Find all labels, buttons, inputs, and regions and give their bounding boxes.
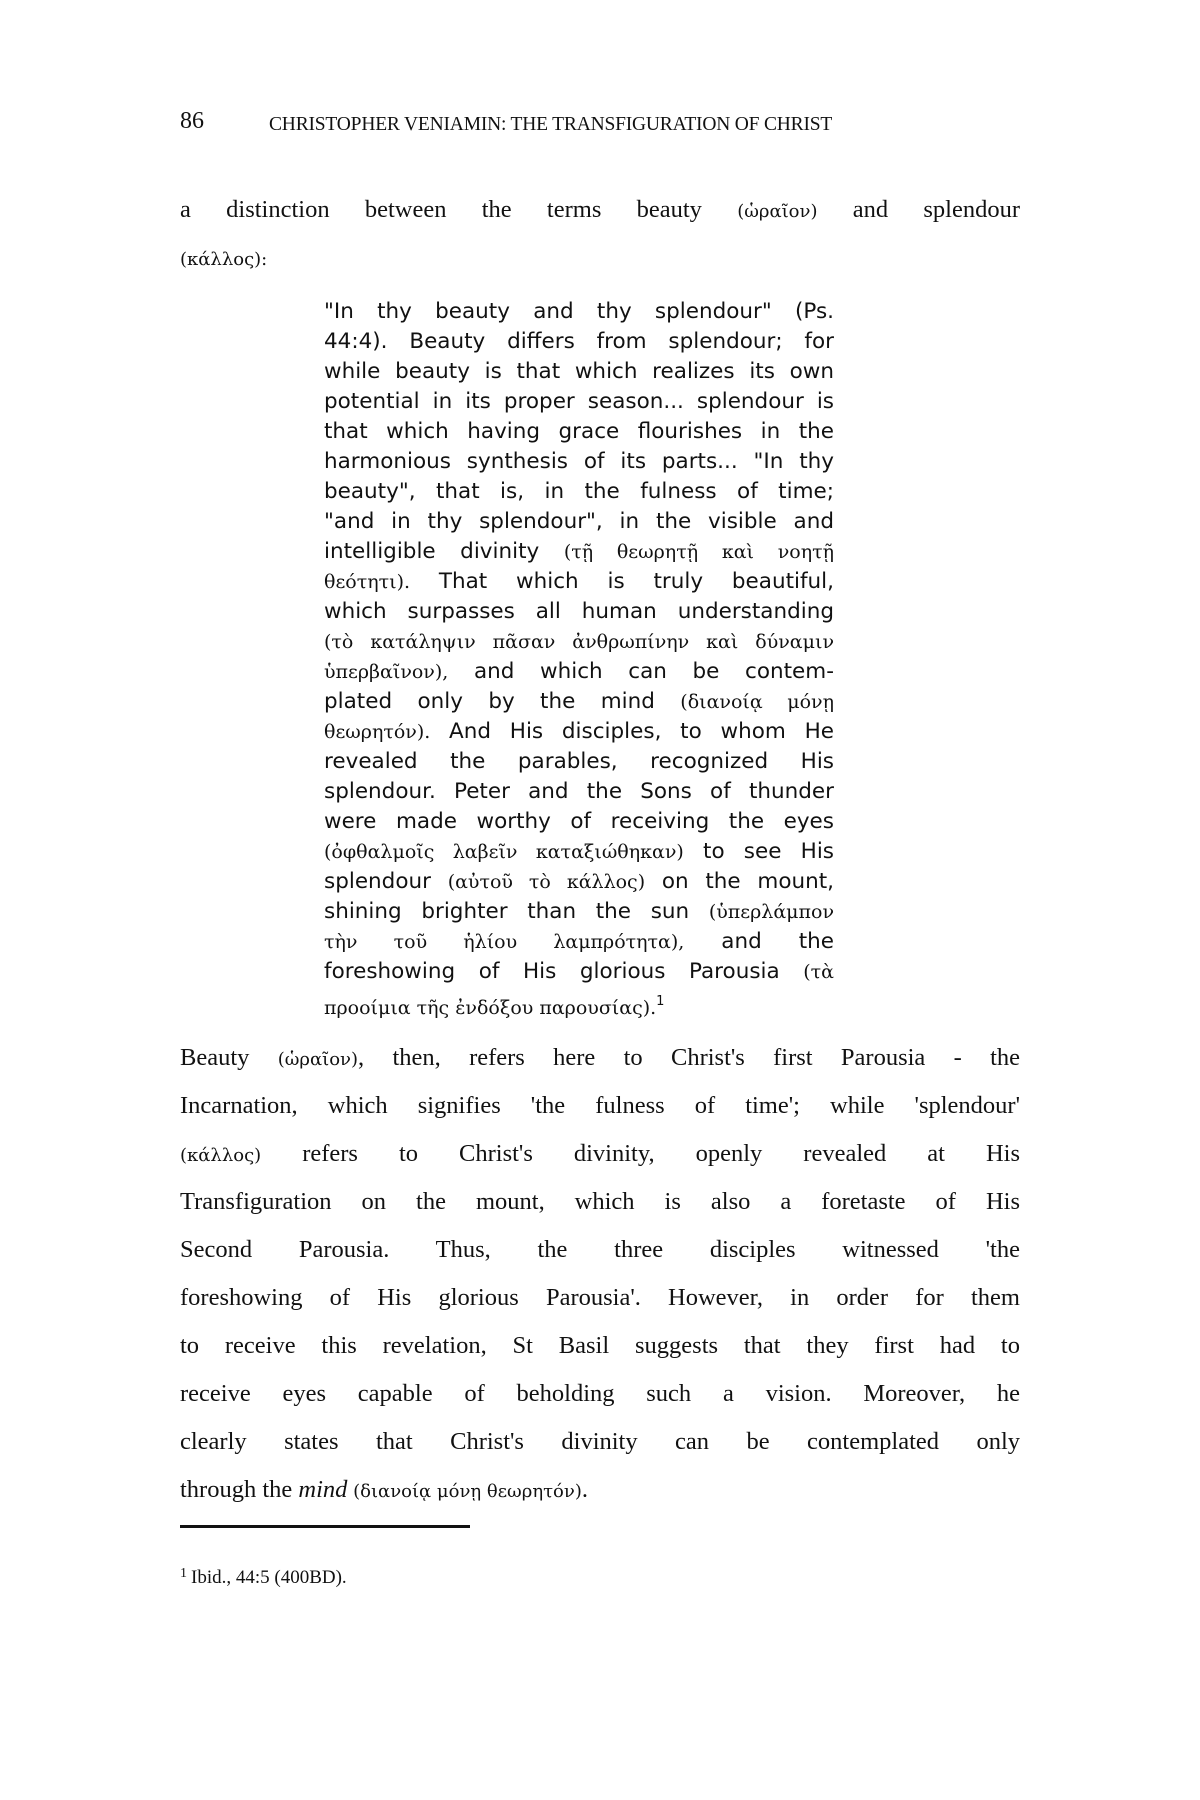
text-run: And His disciples, to whom He bbox=[430, 719, 834, 744]
text-line bbox=[324, 477, 834, 507]
text-line bbox=[324, 507, 834, 537]
text-line bbox=[180, 234, 1020, 282]
emphasis: mind bbox=[298, 1476, 348, 1503]
text-run: clearly states that Christ's divinity can be contemplated only bbox=[180, 1428, 1020, 1455]
text-line bbox=[180, 186, 1020, 234]
text-line bbox=[180, 1130, 1020, 1178]
text-run: plated only by the mind bbox=[324, 689, 681, 714]
greek-term: (κάλλος) bbox=[180, 1145, 262, 1166]
text-run: foreshowing of His glorious Parousia'. However, in order for them bbox=[180, 1284, 1020, 1311]
greek-term: τὴν τοῦ ἡλίου λαμπρότητα), bbox=[324, 931, 685, 953]
text-line bbox=[324, 867, 834, 897]
text-line bbox=[324, 297, 834, 327]
text-line bbox=[180, 1274, 1020, 1322]
text-run: which surpasses all human understanding bbox=[324, 599, 834, 624]
text-run: to see His bbox=[683, 839, 834, 864]
text-run: refers to Christ's divinity, openly revealed at His bbox=[261, 1140, 1020, 1167]
greek-term: ὑπερβαῖνον), bbox=[324, 661, 449, 683]
running-header bbox=[180, 108, 1040, 142]
text-run: shining brighter than the sun bbox=[324, 899, 709, 924]
intro-paragraph bbox=[180, 186, 1020, 282]
greek-term: (ὡραῖον) bbox=[737, 201, 818, 222]
text-run: foreshowing of His glorious Parousia bbox=[324, 959, 804, 984]
footnote-text: Ibid., 44:5 (400BD). bbox=[191, 1567, 347, 1588]
text-line bbox=[324, 747, 834, 777]
footnote bbox=[180, 1566, 347, 1589]
greek-term: (ὡραῖον) bbox=[277, 1049, 359, 1070]
text-run: while beauty is that which realizes its own bbox=[324, 359, 834, 384]
text-line bbox=[180, 1370, 1020, 1418]
text-line bbox=[324, 777, 834, 807]
text-run: on the mount, bbox=[645, 869, 835, 894]
text-run: that which having grace flourishes in the bbox=[324, 419, 834, 444]
text-line bbox=[324, 537, 834, 567]
text-line bbox=[324, 957, 834, 987]
text-run: and splendour bbox=[817, 196, 1021, 223]
text-line bbox=[324, 597, 834, 627]
page-number: 86 bbox=[180, 108, 204, 134]
text-run: harmonious synthesis of its parts... "In thy bbox=[324, 449, 834, 474]
text-run: intelligible divinity bbox=[324, 539, 564, 564]
text-run: and the bbox=[684, 929, 834, 954]
running-title: CHRISTOPHER VENIAMIN: THE TRANSFIGURATION OF CHRIST bbox=[269, 114, 833, 135]
text-line bbox=[180, 1178, 1020, 1226]
greek-term: (αὐτοῦ τὸ κάλλος) bbox=[447, 871, 646, 893]
text-line bbox=[324, 357, 834, 387]
body-paragraph bbox=[180, 1034, 1020, 1466]
text-run: splendour bbox=[324, 869, 448, 894]
text-run: beauty", that is, in the fulness of time; bbox=[324, 479, 834, 504]
greek-term: (ὑπερλάμπον bbox=[708, 901, 834, 923]
text-line bbox=[324, 657, 834, 687]
greek-term: θεωρητόν). bbox=[324, 721, 431, 743]
text-line bbox=[324, 837, 834, 867]
text-run: Incarnation, which signifies 'the fulness of time'; while 'splendour' bbox=[180, 1092, 1020, 1119]
text-line bbox=[324, 987, 834, 1017]
text-line bbox=[324, 447, 834, 477]
greek-term: (τῇ θεωρητῇ καὶ νοητῇ bbox=[563, 541, 835, 563]
footnote-reference[interactable]: 1 bbox=[656, 994, 665, 1009]
greek-term: (τὸ κατάληψιν πᾶσαν ἀνθρωπίνην καὶ δύναμιν bbox=[324, 631, 834, 653]
text-line bbox=[324, 897, 834, 927]
text-run: a distinction between the terms beauty bbox=[180, 196, 738, 223]
text-line bbox=[180, 1418, 1020, 1466]
text-line bbox=[324, 627, 834, 657]
text-line bbox=[324, 717, 834, 747]
text-run: to receive this revelation, St Basil suggests that they first had to bbox=[180, 1332, 1020, 1359]
text-run: "and in thy splendour", in the visible and bbox=[324, 509, 834, 534]
text-run: potential in its proper season... splendour is bbox=[324, 389, 834, 414]
text-run: Second Parousia. Thus, the three disciples witnessed 'the bbox=[180, 1236, 1020, 1263]
text-run: splendour. Peter and the Sons of thunder bbox=[324, 779, 834, 804]
greek-term: (διανοίᾳ μόνῃ bbox=[680, 691, 834, 713]
text-run: Beauty bbox=[180, 1044, 278, 1071]
footnote-divider bbox=[180, 1525, 470, 1528]
text-line bbox=[324, 417, 834, 447]
text-line bbox=[180, 1034, 1020, 1082]
greek-term: (διανοίᾳ μόνῃ θεωρητόν) bbox=[347, 1481, 582, 1502]
text-line bbox=[180, 1082, 1020, 1130]
text-run: and which can be contem- bbox=[448, 659, 834, 684]
text-run: Transfiguration on the mount, which is also a foretaste of His bbox=[180, 1188, 1020, 1215]
text-line bbox=[180, 1226, 1020, 1274]
text-run: "In thy beauty and thy splendour" (Ps. bbox=[324, 299, 834, 324]
greek-term: (τὰ bbox=[803, 961, 834, 983]
block-quote bbox=[324, 297, 834, 1017]
text-run: through the bbox=[180, 1476, 299, 1503]
text-line bbox=[324, 927, 834, 957]
greek-term: (κάλλος): bbox=[180, 249, 268, 270]
text-run: receive eyes capable of beholding such a vision. Moreover, he bbox=[180, 1380, 1020, 1407]
text-run: were made worthy of receiving the eyes bbox=[324, 809, 834, 834]
text-run: 44:4). Beauty differs from splendour; for bbox=[324, 329, 834, 354]
text-line bbox=[324, 567, 834, 597]
text-run: revealed the parables, recognized His bbox=[324, 749, 834, 774]
text-run: That which is truly beautiful, bbox=[410, 569, 834, 594]
greek-term: θεότητι). bbox=[324, 571, 411, 593]
text-line bbox=[180, 1322, 1020, 1370]
footnote-number: 1 bbox=[180, 1566, 187, 1581]
text-line bbox=[324, 387, 834, 417]
text-line bbox=[180, 1466, 1020, 1514]
text-line bbox=[324, 327, 834, 357]
text-line bbox=[324, 687, 834, 717]
text-run: , then, refers here to Christ's first Parousia - the bbox=[358, 1044, 1020, 1071]
text-run: . bbox=[581, 1476, 588, 1503]
greek-term: (ὀφθαλμοῖς λαβεῖν καταξιώθηκαν) bbox=[324, 841, 684, 863]
text-line bbox=[324, 807, 834, 837]
body-last-line-wrap bbox=[180, 1466, 1020, 1514]
greek-term: προοίμια τῆς ἐνδόξου παρουσίας). bbox=[324, 997, 657, 1019]
